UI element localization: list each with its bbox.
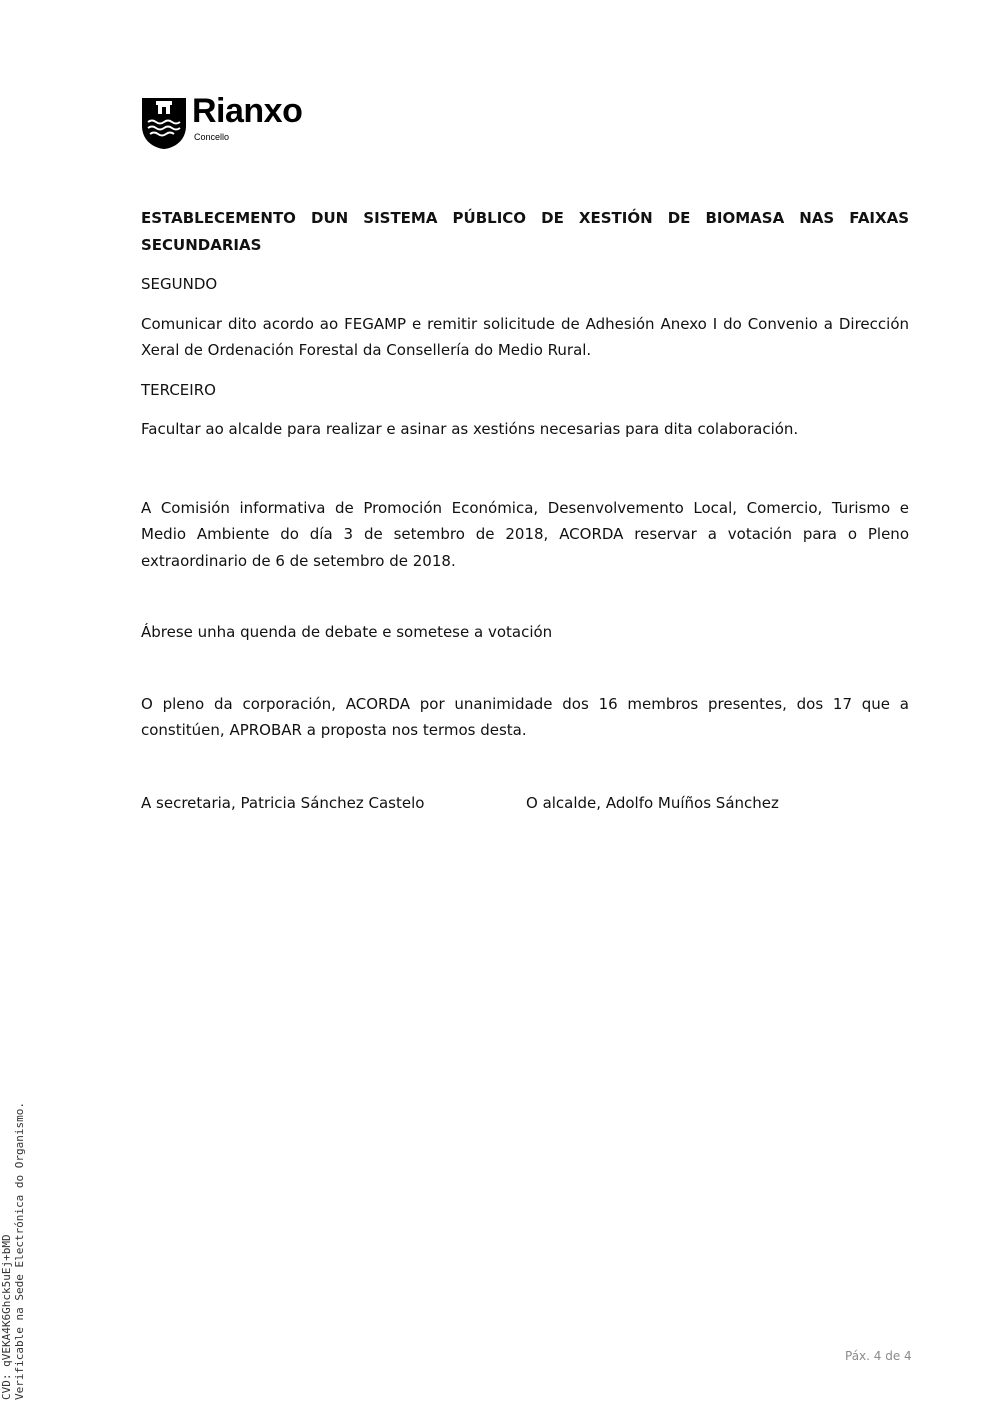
- section-text-terceiro: Facultar ao alcalde para realizar e asinar as xestións necesarias para dita colaboración.: [141, 420, 799, 438]
- debate-paragraph: Ábrese unha quenda de debate e sometese a votación: [141, 623, 553, 641]
- coat-of-arms-icon: [141, 96, 187, 150]
- section-heading-segundo: SEGUNDO: [141, 275, 218, 293]
- logo-subtitle: Concello: [194, 132, 230, 142]
- signature-secretary: A secretaria, Patricia Sánchez Castelo: [141, 793, 425, 812]
- verification-note: Verificable na Sede Electrónica do Organismo.: [13, 1101, 26, 1400]
- vote-paragraph: O pleno da corporación, ACORDA por unanimidade dos 16 membros presentes, dos 17 que a constitúen, APROBAR a proposta nos termos desta.: [141, 694, 909, 739]
- commission-paragraph: A Comisión informativa de Promoción Económica, Desenvolvemento Local, Comercio, Turismo e Medio Ambiente do día 3 de setembro de 2018, ACORDA reservar a votación para o Pleno extraordinario de 6 de setembro de 2018.: [141, 498, 909, 570]
- concello-logo: [141, 92, 351, 152]
- signature-row: [141, 790, 909, 816]
- document-title: ESTABLECEMENTO DUN SISTEMA PÚBLICO DE XESTIÓN DE BIOMASA NAS FAIXAS SECUNDARIAS: [141, 209, 909, 254]
- section-heading-terceiro: TERCEIRO: [141, 380, 216, 399]
- cvd-code: CVD: qVEKA4K6Ghck5uEj+bMD: [0, 1234, 13, 1400]
- logo-name: Rianxo: [192, 92, 303, 130]
- verification-sidebar: [0, 1102, 26, 1400]
- signature-mayor: O alcalde, Adolfo Muíños Sánchez: [526, 793, 779, 812]
- document-body: [141, 205, 909, 816]
- section-text-segundo: Comunicar dito acordo ao FEGAMP e remitir solicitude de Adhesión Anexo I do Convenio a Dirección Xeral de Ordenación Forestal da Consellería do Medio Rural.: [141, 314, 909, 359]
- page-number: Páx. 4 de 4: [845, 1349, 912, 1363]
